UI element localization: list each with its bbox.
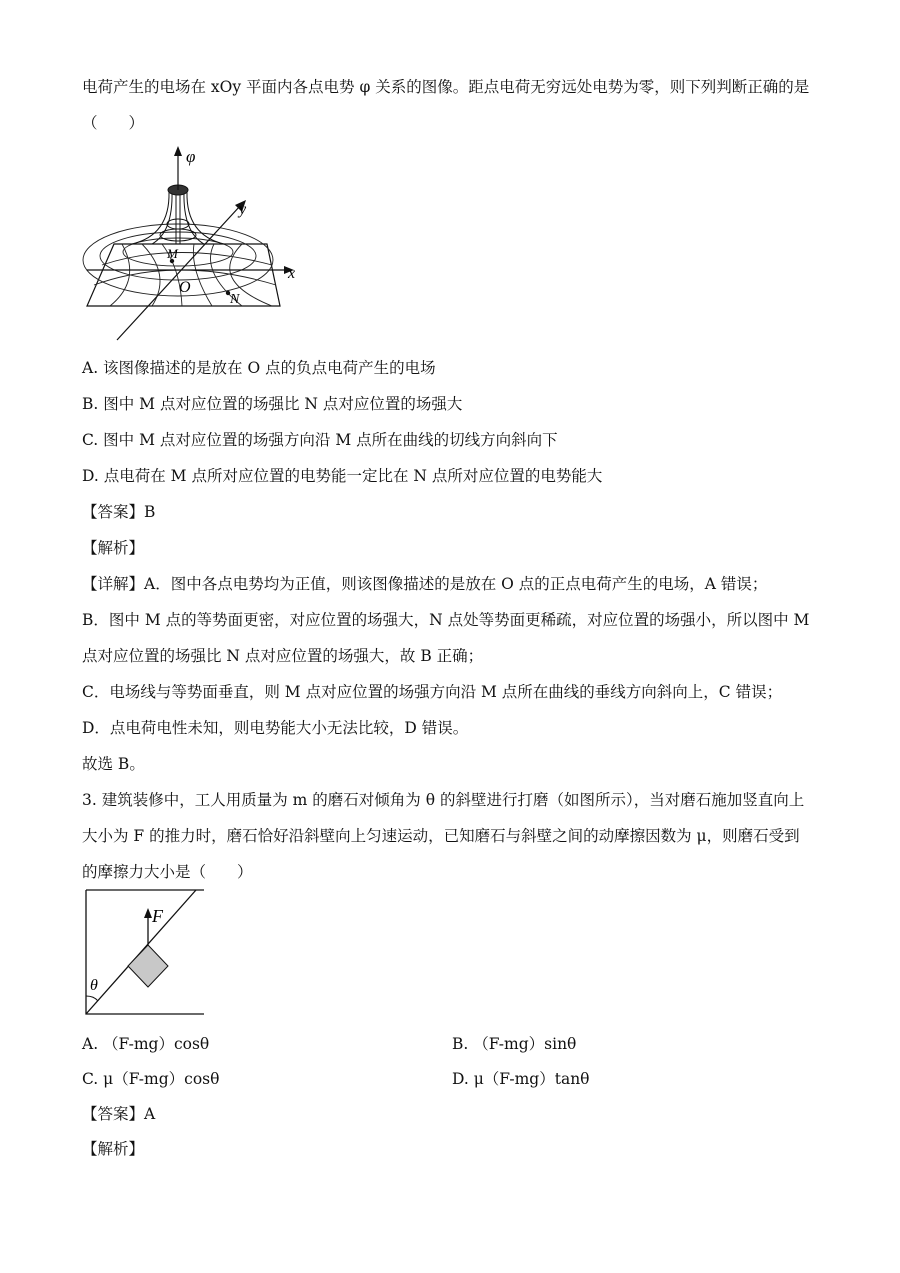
q2-analysis-title: 【解析】: [82, 539, 145, 557]
q3-answer: 【答案】A: [82, 1105, 156, 1123]
origin-label: O: [179, 279, 191, 296]
q3-analysis-title: 【解析】: [82, 1140, 145, 1158]
q2-option-b: B. 图中 M 点对应位置的场强比 N 点对应位置的场强大: [82, 395, 463, 413]
q2-option-a: A. 该图像描述的是放在 O 点的负点电荷产生的电场: [82, 359, 436, 377]
q2-stem-line2: （ ）: [82, 114, 145, 132]
xoy-plane: [87, 244, 280, 306]
y-label: y: [239, 201, 247, 218]
potential-funnel: [132, 192, 224, 244]
q3-option-a: A. （F-mg）cosθ: [82, 1035, 210, 1053]
potential-surface-figure: [82, 140, 322, 345]
theta-arc: [86, 996, 98, 1001]
q2-detail-a: 【详解】A．图中各点电势均为正值，则该图像描述的是放在 O 点的正点电荷产生的电场，A 错误；: [82, 575, 768, 593]
phi-label: φ: [186, 147, 196, 166]
q3-option-b: B. （F-mg）sinθ: [452, 1035, 577, 1053]
q3-option-c: C. μ（F-mg）cosθ: [82, 1070, 220, 1088]
q3-option-d: D. μ（F-mg）tanθ: [452, 1070, 590, 1088]
incline-figure: [82, 888, 207, 1018]
grinding-stone: [128, 945, 168, 987]
q2-detail-d: D．点电荷电性未知，则电势能大小无法比较，D 错误。: [82, 719, 469, 737]
q2-answer: 【答案】B: [82, 503, 156, 521]
q2-option-c: C. 图中 M 点对应位置的场强方向沿 M 点所在曲线的切线方向斜向下: [82, 431, 558, 449]
force-f-label: F: [152, 906, 163, 926]
q2-option-d: D. 点电荷在 M 点所对应位置的电势能一定比在 N 点所对应位置的电势能大: [82, 467, 603, 485]
q3-stem-line3: 的摩擦力大小是（ ）: [82, 863, 253, 881]
q2-detail-c: C．电场线与等势面垂直，则 M 点对应位置的场强方向沿 M 点所在曲线的垂线方向斜向上，C 错误；: [82, 683, 783, 701]
q3-stem-line2: 大小为 F 的推力时，磨石恰好沿斜壁向上匀速运动，已知磨石与斜壁之间的动摩擦因数为 μ，则磨石受到: [82, 827, 800, 845]
n-label: N: [230, 292, 240, 307]
theta-label: θ: [90, 977, 98, 994]
q2-detail-b2: 点对应位置的场强比 N 点对应位置的场强大，故 B 正确；: [82, 647, 484, 665]
phi-axis-arrow: [174, 146, 182, 156]
force-f-arrowhead: [144, 908, 152, 918]
q3-stem-line1: 3. 建筑装修中，工人用质量为 m 的磨石对倾角为 θ 的斜壁进行打磨（如图所示），当对磨石施加竖直向上: [82, 791, 805, 809]
q2-conclusion: 故选 B。: [82, 755, 145, 773]
m-label: M: [167, 246, 178, 261]
x-label: x: [288, 265, 296, 282]
q2-stem-line1: 电荷产生的电场在 xOy 平面内各点电势 φ 关系的图像。距点电荷无穷远处电势为零，则下列判断正确的是: [82, 78, 810, 96]
q2-detail-b1: B．图中 M 点的等势面更密，对应位置的场强大，N 点处等势面更稀疏，对应位置的场强小，所以图中 M: [82, 611, 810, 629]
